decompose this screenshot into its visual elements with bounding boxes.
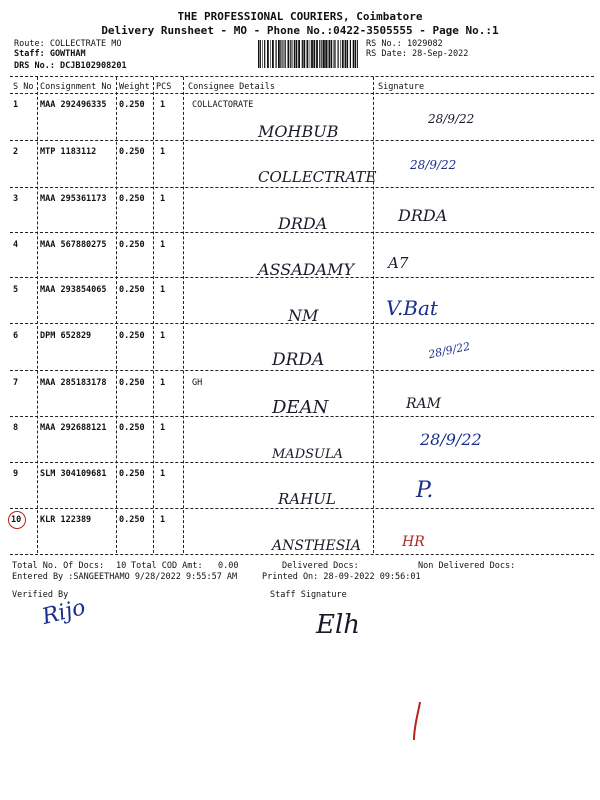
handwritten-name: ASSADAMY <box>258 260 355 279</box>
total-docs-value: 10 <box>116 561 127 571</box>
row-weight: 0.250 <box>119 469 145 479</box>
row-rule <box>10 232 594 233</box>
handwritten-name: DRDA <box>278 214 328 233</box>
row-pcs: 1 <box>160 331 166 341</box>
row-pcs: 1 <box>160 100 166 110</box>
handwritten-signature: 28/9/22 <box>428 112 475 126</box>
non-delivered-docs-label: Non Delivered Docs: <box>418 561 516 571</box>
col-pcs: PCS <box>156 82 172 92</box>
row-consignment: SLM 304109681 <box>40 469 107 479</box>
row-consignment: MAA 567880275 <box>40 240 107 250</box>
handwritten-signature: HR <box>402 534 425 550</box>
col-weight: Weight <box>119 82 150 92</box>
row-sno: 1 <box>13 100 19 110</box>
row-consignment: MAA 292496335 <box>40 100 107 110</box>
row-rule <box>10 140 594 141</box>
row-pcs: 1 <box>160 194 166 204</box>
staff-label: Staff: GOWTHAM <box>14 49 86 59</box>
printed-on: Printed On: 28-09-2022 09:56:01 <box>262 572 421 582</box>
row-weight: 0.250 <box>119 240 145 250</box>
row-sno: 9 <box>13 469 19 479</box>
row-rule <box>10 462 594 463</box>
row-rule <box>10 187 594 188</box>
row-pcs: 1 <box>160 515 166 525</box>
row-rule <box>10 277 594 278</box>
total-cod-label: Total COD Amt: <box>131 561 203 571</box>
row-sno: 3 <box>13 194 19 204</box>
handwritten-signature: RAM <box>406 396 441 412</box>
company-title: THE PROFESSIONAL COURIERS, Coimbatore <box>177 10 423 23</box>
row-consignment: MAA 285183178 <box>40 378 107 388</box>
row-rule <box>10 323 594 324</box>
row-pcs: 1 <box>160 285 166 295</box>
row-weight: 0.250 <box>119 331 145 341</box>
ink-stroke <box>408 700 428 744</box>
col-divider <box>373 77 374 553</box>
row-pcs: 1 <box>160 147 166 157</box>
handwritten-signature: V.Bat <box>386 296 438 320</box>
col-consignee-details: Consignee Details <box>188 82 275 92</box>
verified-signature: Rijo <box>39 595 89 630</box>
staff-signature-mark: Elh <box>316 610 361 640</box>
drs-number: DRS No.: DCJB102908201 <box>14 61 127 71</box>
row-sno: 7 <box>13 378 19 388</box>
row-sno: 8 <box>13 423 19 433</box>
col-consignment: Consignment No <box>40 82 112 92</box>
delivered-docs-label: Delivered Docs: <box>282 561 359 571</box>
col-divider <box>37 77 38 553</box>
total-cod-value: 0.00 <box>218 561 239 571</box>
row-pcs: 1 <box>160 240 166 250</box>
row-pcs: 1 <box>160 423 166 433</box>
handwritten-signature: 28/9/22 <box>427 339 472 362</box>
staff-signature-label: Staff Signature <box>270 590 347 600</box>
handwritten-name: MOHBUB <box>258 122 339 141</box>
row-sno: 2 <box>13 147 19 157</box>
row-consignee-details: COLLACTORATE <box>192 100 254 110</box>
row-consignment: DPM 652829 <box>40 331 92 341</box>
row-rule <box>10 370 594 371</box>
row-weight: 0.250 <box>119 100 145 110</box>
row-consignment: MAA 295361173 <box>40 194 107 204</box>
handwritten-signature: 28/9/22 <box>420 430 482 449</box>
verified-by-label: Verified By <box>12 590 69 600</box>
col-divider <box>183 77 184 553</box>
table-bottom-rule <box>10 554 594 555</box>
row-weight: 0.250 <box>119 285 145 295</box>
row-rule <box>10 416 594 417</box>
header-bottom-rule <box>10 93 594 94</box>
row-consignment: MAA 292688121 <box>40 423 107 433</box>
handwritten-signature: DRDA <box>398 206 448 225</box>
row-consignment: MAA 293854065 <box>40 285 107 295</box>
barcode <box>258 40 358 68</box>
row-sno: 4 <box>13 240 19 250</box>
row-sno: 10 <box>11 515 22 525</box>
col-divider <box>153 77 154 553</box>
row-consignment: MTP 1183112 <box>40 147 97 157</box>
row-sno: 6 <box>13 331 19 341</box>
handwritten-name: DRDA <box>272 350 325 370</box>
row-rule <box>10 508 594 509</box>
handwritten-name: MADSULA <box>272 447 344 462</box>
route-label: Route: COLLECTRATE MO <box>14 39 122 49</box>
row-consignee-details: GH <box>192 378 203 388</box>
row-weight: 0.250 <box>119 515 145 525</box>
row-weight: 0.250 <box>119 147 145 157</box>
row-pcs: 1 <box>160 469 166 479</box>
handwritten-name: COLLECTRATE <box>258 168 377 186</box>
rs-date: RS Date: 28-Sep-2022 <box>366 49 469 59</box>
handwritten-name: DEAN <box>272 397 329 418</box>
handwritten-name: ANSTHESIA <box>272 538 361 554</box>
row-pcs: 1 <box>160 378 166 388</box>
handwritten-name: RAHUL <box>278 490 336 508</box>
col-divider <box>116 77 117 553</box>
row-weight: 0.250 <box>119 423 145 433</box>
handwritten-name: NM <box>288 306 319 325</box>
row-weight: 0.250 <box>119 378 145 388</box>
handwritten-signature: 28/9/22 <box>410 158 457 172</box>
col-signature: Signature <box>378 82 425 92</box>
col-sno: S No <box>13 82 34 92</box>
row-sno: 5 <box>13 285 19 295</box>
entered-by: Entered By :SANGEETHAMO 9/28/2022 9:55:57 AM <box>12 572 238 582</box>
runsheet-subtitle: Delivery Runsheet - MO - Phone No.:0422-3505555 - Page No.:1 <box>101 24 499 37</box>
row-consignment: KLR 122389 <box>40 515 92 525</box>
handwritten-signature: P. <box>416 478 434 503</box>
header-top-rule <box>10 76 594 77</box>
rs-number: RS No.: 1029082 <box>366 39 443 49</box>
total-docs-label: Total No. Of Docs: <box>12 561 105 571</box>
row-weight: 0.250 <box>119 194 145 204</box>
handwritten-signature: A7 <box>388 254 409 272</box>
